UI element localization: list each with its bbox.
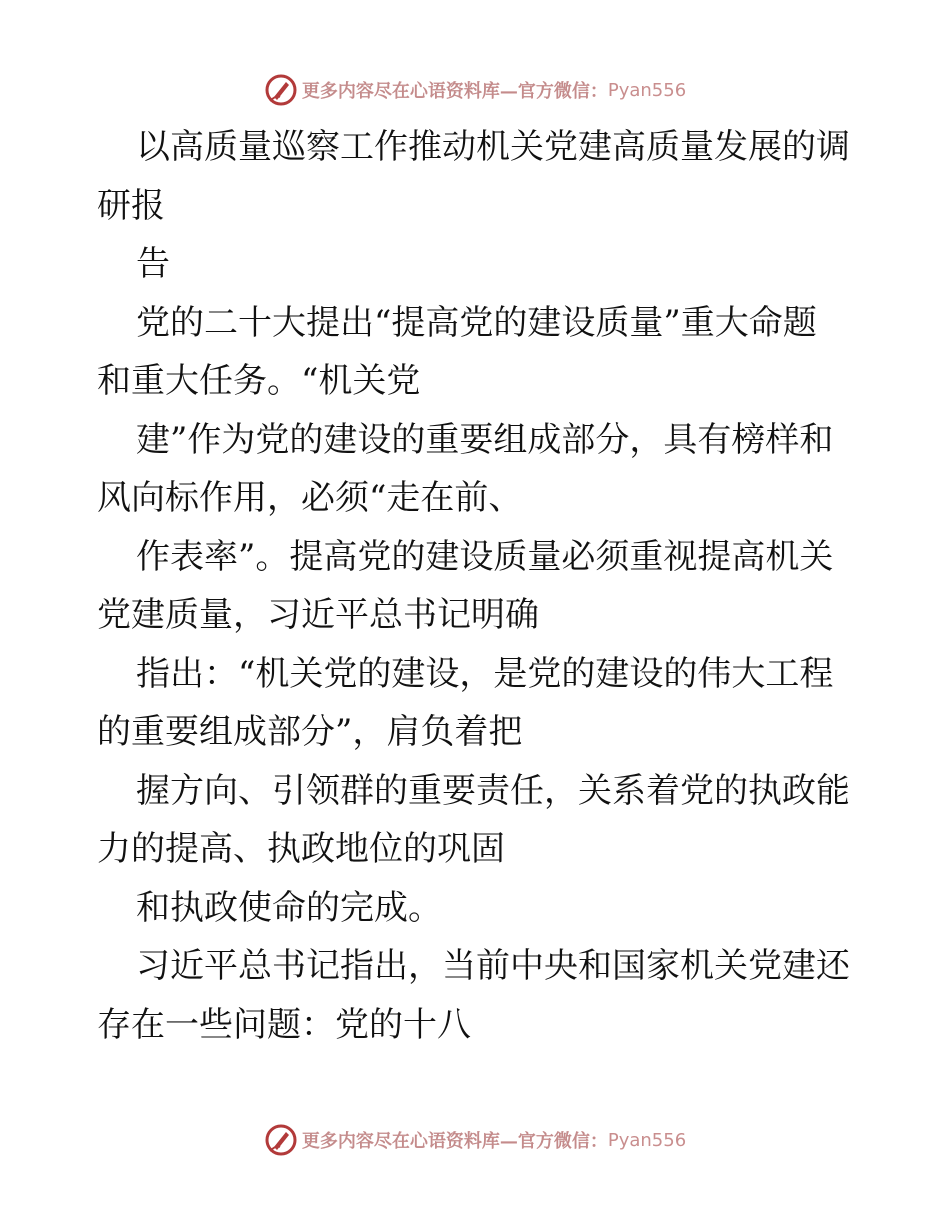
text-line: 指出：“机关党的建设，是党的建设的伟大工程 <box>136 653 834 694</box>
text-line: 力的提高、执政地位的巩固 <box>97 829 505 869</box>
text-line: 党的二十大提出“提高党的建设质量”重大命题 <box>136 302 817 343</box>
watermark-text: 更多内容尽在心语资料库—官方微信： <box>301 1131 608 1152</box>
text-line: 风向标作用，必须“走在前、 <box>97 478 523 518</box>
text-line: 握方向、引领群的重要责任，关系着党的执政能 <box>136 770 850 811</box>
document-body <box>97 118 857 1054</box>
text-line: 和重大任务。“机关党 <box>97 361 421 401</box>
text-line: 党建质量，习近平总书记明确 <box>97 595 539 635</box>
text-line: 的重要组成部分”，肩负着把 <box>97 712 523 752</box>
text-line: 和执政使命的完成。 <box>136 887 442 928</box>
pen-seal-logo-icon <box>264 1123 298 1157</box>
text-line: 以高质量巡察工作推动机关党建高质量发展的调 <box>136 127 850 167</box>
text-line: 研报 <box>97 185 165 226</box>
text-line: 告 <box>136 244 170 284</box>
pen-seal-logo-icon <box>264 73 298 107</box>
text-line: 建”作为党的建设的重要组成部分，具有榜样和 <box>136 419 834 460</box>
watermark-text: 更多内容尽在心语资料库—官方微信： <box>301 81 608 102</box>
watermark-account: Pyan556 <box>607 79 687 101</box>
text-line: 习近平总书记指出，当前中央和国家机关党建还 <box>136 946 850 986</box>
text-line: 存在一些问题：党的十八 <box>97 1004 471 1045</box>
header-watermark <box>0 70 950 110</box>
text-line: 作表率”。提高党的建设质量必须重视提高机关 <box>136 536 834 577</box>
footer-watermark <box>0 1120 950 1160</box>
watermark-account: Pyan556 <box>607 1129 687 1151</box>
